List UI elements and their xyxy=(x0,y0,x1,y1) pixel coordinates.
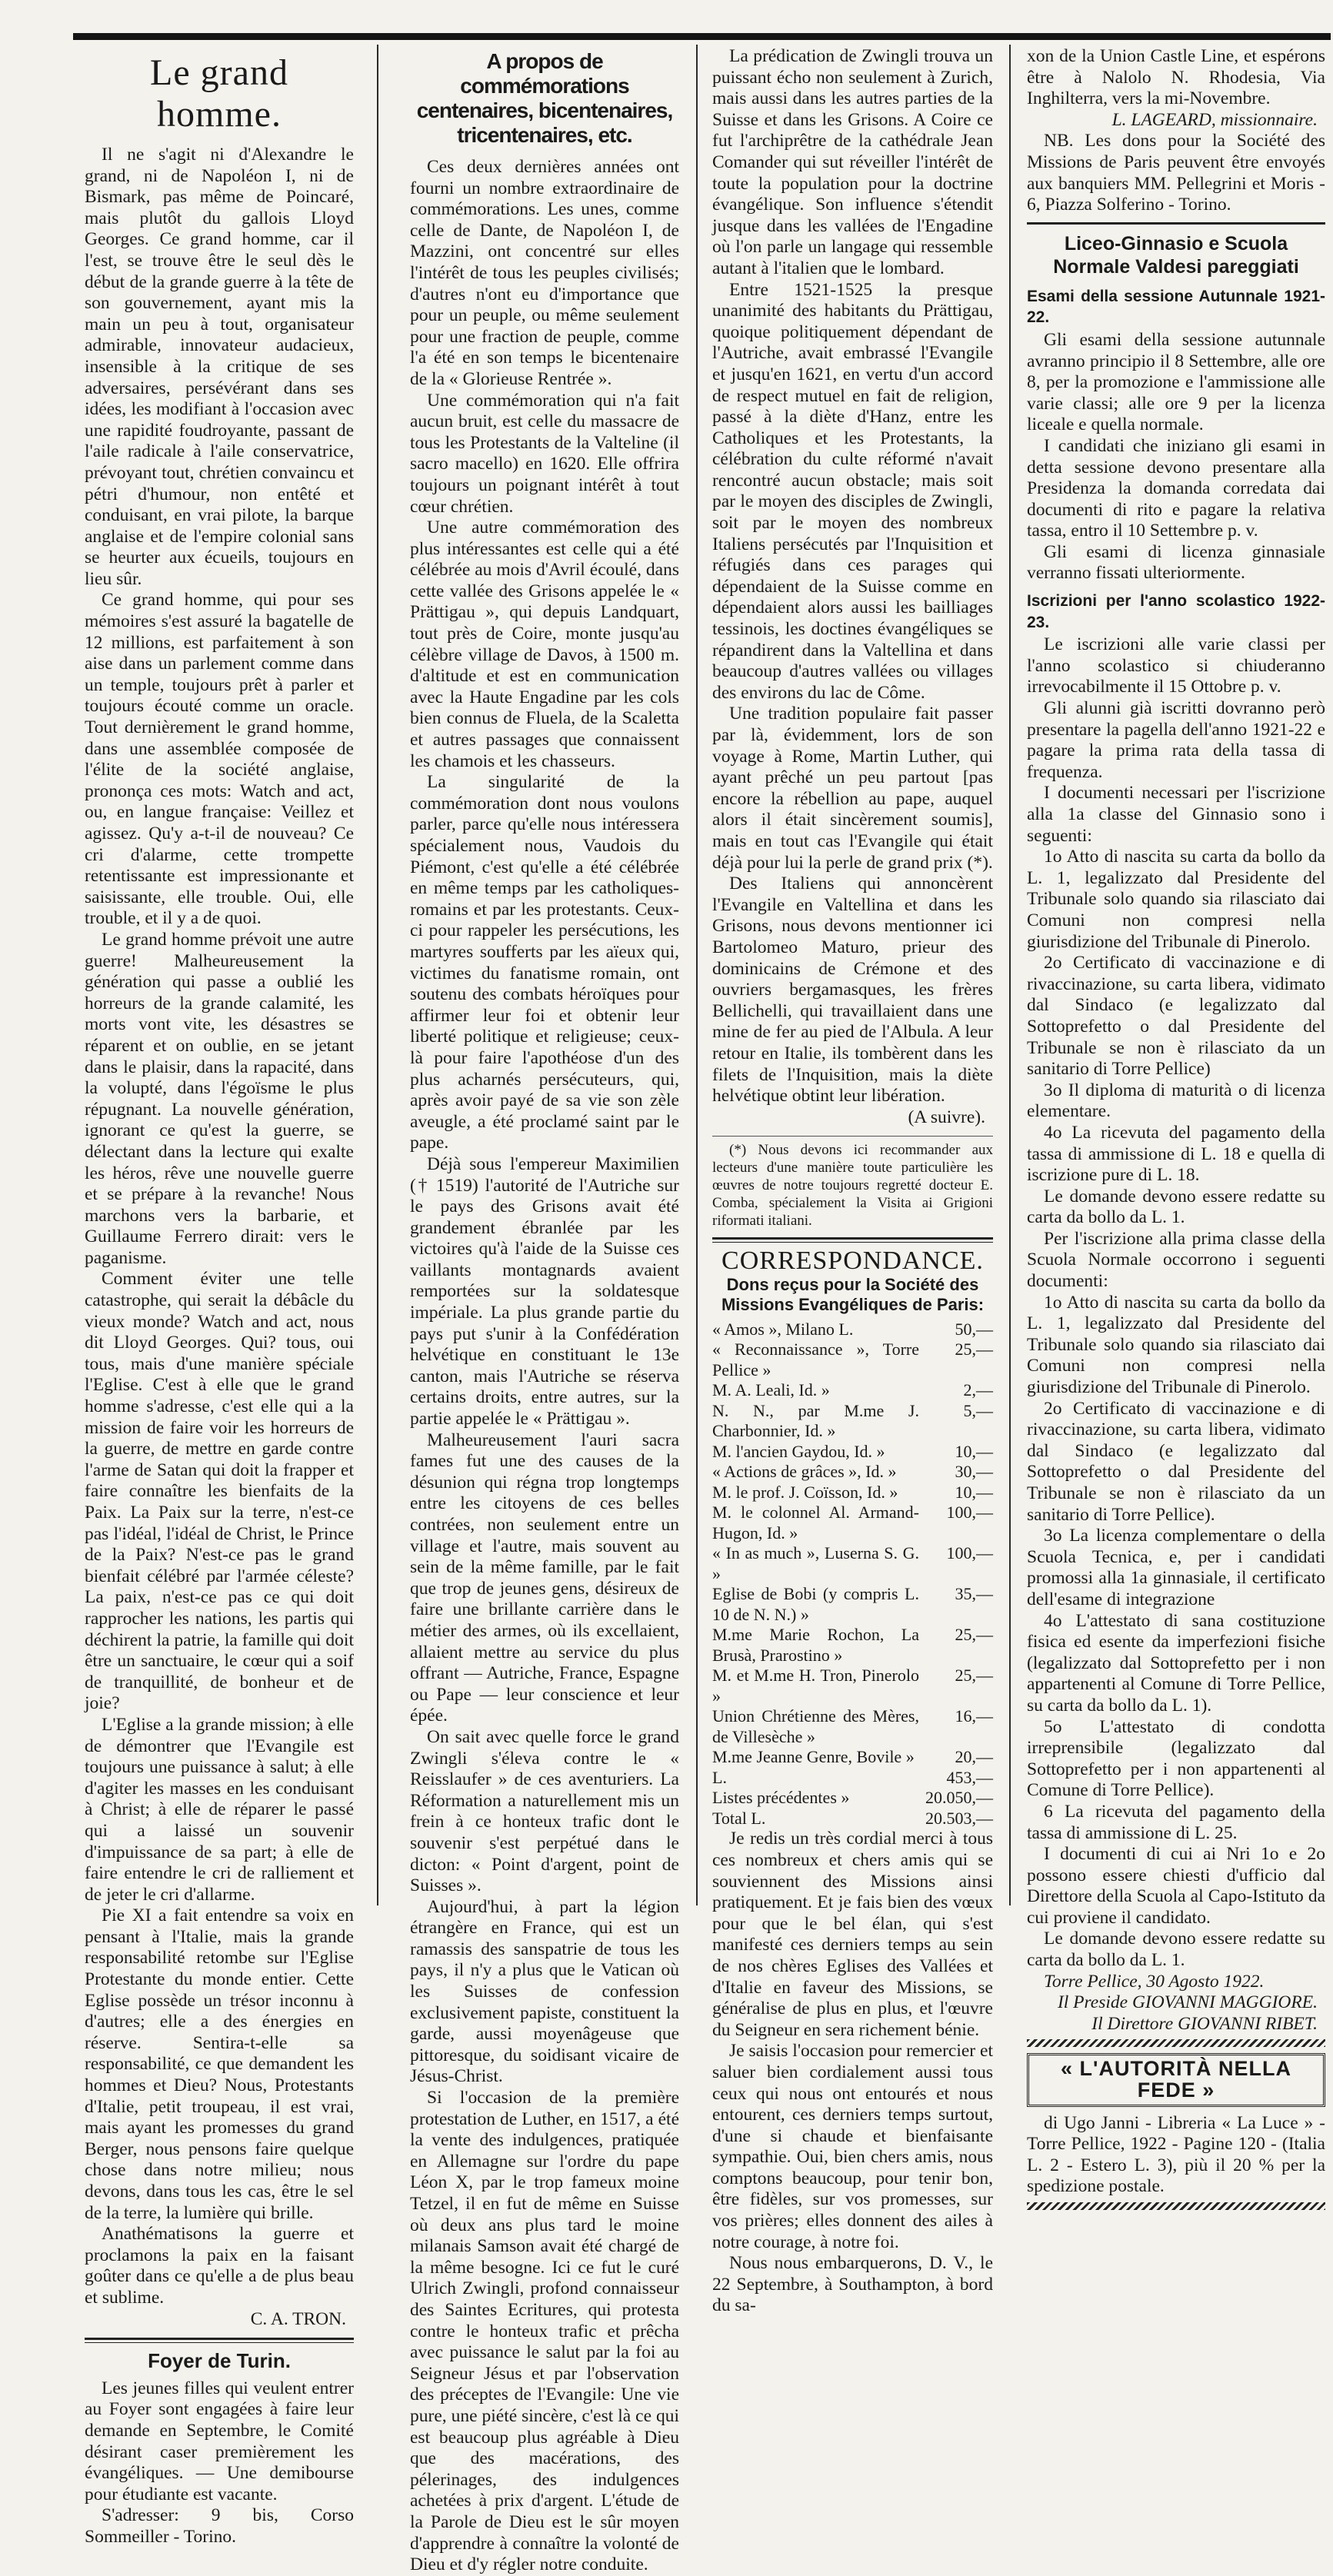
donor: M. le prof. J. Coïsson, Id. » xyxy=(712,1482,898,1502)
paragraph: I documenti necessari per l'iscrizione alla 1a classe del Ginnasio sono i seguenti: xyxy=(1027,783,1325,846)
paragraph: Pie XI a fait entendre sa voix en pensant à l'Italie, mais la grande responsabilité retombe sur l'Eglise Protestante du monde entier. Cette Eglise possède un trésor inconnu à d'autres; elle a des énergies en réserve. Sentira-t-elle sa responsabilité, ce que demandent les hommes et Dieu? Nous, Protestants d'Italie, petit troupeau, il est vrai, mais ayant les promesses du grand Berger, nous pensons faire quelque chose dans notre milieu; nous devons, dans tous les cas, être le sel de la terre, la lumière qui brille. xyxy=(85,1905,354,2223)
amount: 10,— xyxy=(955,1482,993,1502)
article-title: A propos de commémorations centenaires, bicentenaires, tricentenaires, etc. xyxy=(416,49,673,147)
donation-row xyxy=(712,1320,993,1340)
paragraph: 5o L'attestato di condotta irreprensibile (legalizzato dal Sottoprefetto per i non appartenenti al Comune di Torre Pellice). xyxy=(1027,1716,1325,1801)
article-title: Le grand homme. xyxy=(150,52,288,135)
donation-row xyxy=(712,1340,993,1380)
donation-row xyxy=(712,1442,993,1463)
donor: Total L. xyxy=(712,1808,766,1828)
top-rule xyxy=(73,33,1331,40)
donor: Eglise de Bobi (y compris L. 10 de N. N.) » xyxy=(712,1584,919,1624)
enrollment-list xyxy=(1027,634,1325,1971)
signature: Il Direttore GIOVANNI RIBET. xyxy=(1091,2013,1318,2034)
column-rule xyxy=(696,45,698,1905)
paragraph: Déjà sous l'empereur Maximilien († 1519) l'autorité de l'Autriche sur le pays des Grisons avait été grandement ébranlée par les victoires qu'à l'aide de la Suisse ces vaillants montagnards avaient remportées sur la soldatesque impériale. La plus grande partie du pays put s'unir à la Confédération helvétique en constituant le 13e canton, mais l'Autriche se réserva certains droits, entre autres, sur la partie appelée le « Prättigau ». xyxy=(410,1153,679,1429)
section-divider xyxy=(1027,222,1325,225)
article-body xyxy=(85,145,354,2309)
subsection-title: Iscrizioni per l'anno scolastico 1922-23. xyxy=(1027,592,1325,631)
paragraph: Malheureusement l'auri sacra fames fut une des causes de la désunion qui régna trop longtemps entre les citoyens de ces belles contrées, non seulement entre un village et l'autre, mais souvent au sein de la même famille, par le fait que trop de jeunes gens, désireux de faire une brillante carrière dans le métier des armes, où ils excellaient, allaient mettre au service du plus offrant — Autriche, France, Espagne ou Pape — leur conscience et leur épée. xyxy=(410,1429,679,1726)
paragraph: Ce grand homme, qui pour ses mémoires s'est assuré la bagatelle de 12 millions, est parfaitement à son aise dans un parlement comme dans un temple, toujours prêt à parler et toujours écouté comme un oracle. Tout dernièrement le grand homme, dans une assemblée composée de l'élite de la société anglaise, prononça ces mots: Watch and act, ou, en langue française: Veillez et agissez. Qu'y a-t-il de nouveau? Ce cri d'alarme, cette trompette retentissante est impressionante et saisissante, elle trouble. Oui, elle trouble, et il y a de quoi. xyxy=(85,590,354,929)
paragraph: Per l'iscrizione alla prima classe della Scuola Normale occorrono i seguenti documenti: xyxy=(1027,1228,1325,1292)
donor: Union Chrétienne des Mères, de Villesèche » xyxy=(712,1706,919,1746)
donation-row xyxy=(712,1584,993,1625)
donation-row xyxy=(712,1503,993,1543)
signature: Il Preside GIOVANNI MAGGIORE. xyxy=(1057,1992,1318,2013)
amount: 2,— xyxy=(963,1380,993,1400)
paragraph: Comment éviter une telle catastrophe, qui serait la débâcle du vieux monde? Watch and act, nous dit Lloyd Georges. Qui? tous, oui tous, mais d'une manière spéciale l'Eglise. C'est à elle que le grand homme s'adresse, c'est elle qui a la mission de faire voir les horreurs de la guerre, de mettre en garde contre l'arme de Satan qui doit la frapper et faire connaître les bienfaits de la Paix. La Paix sur la terre, n'est-ce pas l'idéal, l'idéal de Christ, le Prince de la Paix? N'est-ce pas le grand bienfait célébré par l'armée céleste? La paix, n'est-ce pas ce qui doit rapprocher les nations, les partis qui déchirent la patrie, la famille qui doit être un sanctuaire, le cœur qui a soif de tranquillité, de bonheur et de joie? xyxy=(85,1269,354,1714)
paragraph: 3o La licenza complementare o della Scuola Tecnica, e, per i candidati promossi alla 1a ginnasiale, il certificato dell'esame di integrazione xyxy=(1027,1526,1325,1609)
address: S'adresser: 9 bis, Corso Sommeiller - Torino. xyxy=(85,2505,354,2547)
column-4 xyxy=(1027,46,1325,2197)
amount: 453,— xyxy=(946,1767,993,1787)
paragraph: Anathématisons la guerre et proclamons la paix en la faisant goûter dans ce qu'elle a de plus beau et sublime. xyxy=(85,2224,354,2308)
section-divider xyxy=(712,1237,993,1243)
paragraph: La singularité de la commémoration dont nous voulons parler, parce qu'elle nous intéressera spécialement nous, Vaudois du Piémont, c'est qu'elle a été célébrée en même temps par les catholiques-romains et par les protestants. Ceux-ci pour rappeler les persécutions, les martyres soufferts par les aïeux qui, victimes du fanatisme romain, ont soutenu des combats héroïques pour affirmer leur foi et obtenir leur liberté politique et religieuse; ceux-là pour faire l'apothéose d'un des plus acharnés persécuteurs, qui, après avoir payé de sa vie son zèle aveugle, a été proclamé saint par le pape. xyxy=(410,772,679,1153)
donor: « In as much », Luserna S. G. » xyxy=(712,1543,919,1583)
donation-row xyxy=(712,1747,993,1768)
amount: 10,— xyxy=(955,1441,993,1461)
amount: 100,— xyxy=(946,1543,993,1563)
donation-row xyxy=(712,1543,993,1584)
paragraph: Gli esami della sessione autunnale avranno principio il 8 Settembre, alle ore 8, per la promozione e l'ammissione alle varie classi; alle ore 9 per la licenza liceale e quella normale. xyxy=(1027,329,1325,435)
paragraph: 2o Certificato di vaccinazione e di rivaccinazione, su carta libera, vidimato dal Sindaco (e legalizzato dal Sottoprefetto o dal Presidente del Tribunale se non è rilasciato da un sanitario di Torre Pellice) xyxy=(1027,953,1325,1080)
donor: L. xyxy=(712,1767,727,1787)
paragraph: NB. Les dons pour la Société des Missions de Paris peuvent être envoyés aux banquiers MM. Pellegrini et Moris - 6, Piazza Solferino - Torino. xyxy=(1027,131,1325,215)
section-divider xyxy=(85,2338,354,2343)
paragraph: Nous nous embarquerons, D. V., le 22 Septembre, à Southampton, à bord du sa- xyxy=(712,2253,993,2316)
signature: L. LAGEARD, missionnaire. xyxy=(1111,109,1318,130)
amount: 5,— xyxy=(963,1400,993,1420)
paragraph: 3o Il diploma di maturità o di licenza elementare. xyxy=(1027,1080,1325,1122)
donor: « Actions de grâces », Id. » xyxy=(712,1462,897,1482)
ornament xyxy=(1027,2202,1325,2210)
paragraph: Une tradition populaire fait passer par là, évidemment, lors de son voyage à Rome, Martin Luther, qui ayant prêché un peu partout [pas encore la rébellion au pape, auquel alors il était sincèrement soumis], mais en tout cas l'Evangile qui était déjà pour lui la perle de grand prix (*). xyxy=(712,704,993,873)
footnote xyxy=(712,1136,993,1230)
paragraph: Le iscrizioni alle varie classi per l'anno scolastico si chiuderanno irrevocabilmente il 15 Ottobre p. v. xyxy=(1027,634,1325,697)
amount: 100,— xyxy=(946,1503,993,1523)
section-title: CORRESPONDANCE. xyxy=(721,1246,984,1276)
paragraph: La prédication de Zwingli trouva un puissant écho non seulement à Zurich, mais aussi dans les autres parties de la Suisse et dans les Grisons. A Coire ce fut l'archiprêtre de la cathédrale Jean Comander qui sut réveiller l'intérêt de toute la population pour la doctrine évangélique. Son influence s'étendit jusque dans les vallées de l'Engadine où l'on parle un langage qui ressemble autant à l'italien que le lombard. xyxy=(712,46,993,278)
section-title: Liceo-Ginnasio e Scuola Normale Valdesi pareggiati xyxy=(1053,232,1299,278)
footnote-text: (*) Nous devons ici recommander aux lecteurs d'une manière toute particulière les œuvres de notre toujours regretté docteur E. Comba, spécialement la Visita ai Grigioni riformati italiani. xyxy=(712,1142,993,1230)
column-rule xyxy=(1009,45,1011,1905)
amount: 25,— xyxy=(955,1625,993,1645)
donor: M.me Jeanne Genre, Bovile » xyxy=(712,1747,915,1767)
paragraph: Je saisis l'occasion pour remercier et saluer bien cordialement aussi tous ceux qui nous ont entourés et nous entourent, ces derniers temps surtout, d'une si chaude et bienfaisante sympathie. Oui, bien chers amis, nous comptons beaucoup, pour tenir bon, être fidèles, sur vos promesses, sur vos prières; elles donnent des ailes à notre courage, à notre foi. xyxy=(712,2041,993,2252)
section-title: Foyer de Turin. xyxy=(148,2349,291,2373)
ornament xyxy=(1027,2039,1325,2047)
paragraph: I candidati che iniziano gli esami in detta sessione devono presentare alla Presidenza la domanda corredata dai documenti di rito e pagare la relativa tassa, entro il 10 Settembre p. v. xyxy=(1027,435,1325,541)
paragraph: Je redis un très cordial merci à tous ces nombreux et chers amis qui se souviennent des Missions ainsi pratiquement. Et je fais bien des vœux pour que le bel élan, qui s'est manifesté ces derniers temps au sein de nos chères Eglises des Vallées et d'Italie en faveur des Missions, se généralise de plus en plus, et l'œuvre du Seigneur en sera richement bénie. xyxy=(712,1829,993,2040)
signature: C. A. TRON. xyxy=(250,2308,346,2329)
paragraph: Si l'occasion de la première protestation de Luther, en 1517, a été la vente des indulgences, pratiquée en Allemagne sur l'ordre du pape Léon X, par le trop fameux moine Tetzel, il en fut de même en Suisse où deux ans plus tard le moine milanais Samson avait été chargé de la même besogne. Ici ce fut le curé Ulrich Zwingli, profond connaisseur des Saintes Ecritures, qui protesta contre le honteux trafic et prêcha avec puissance le salut par la foi au Seigneur Jésus et par l'observation des préceptes de l'Evangile: Une vie pure, une piété sincère, c'est là ce qui est beaucoup plus agréable à Dieu que des macérations, des pélerinages, des indulgences achetées à prix d'argent. L'étude de la Parole de Dieu est le sûr moyen d'apprendre à connaître la volonté de Dieu et d'y régler notre conduite. xyxy=(410,2088,679,2575)
column-1 xyxy=(85,46,354,2547)
amount: 25,— xyxy=(955,1666,993,1686)
donor: M. l'ancien Gaydou, Id. » xyxy=(712,1441,885,1461)
donor: Listes précédentes » xyxy=(712,1788,850,1808)
donation-row xyxy=(712,1483,993,1503)
paragraph: 1o Atto di nascita su carta da bollo da L. 1, legalizzato dal Presidente del Tribunale solo quando sia rilasciato dai Comuni non compresi nella giurisdizione del Tribunale di Pinerolo. xyxy=(1027,1292,1325,1398)
amount: 16,— xyxy=(955,1706,993,1726)
amount: 20,— xyxy=(955,1747,993,1767)
book-notice: di Ugo Janni - Libreria « La Luce » - Torre Pellice, 1922 - Pagine 120 - (Italia L. 2 - Estero L. 3), più il 20 % per la spedizione postale. xyxy=(1027,2112,1325,2197)
donation-row xyxy=(712,1788,993,1809)
amount: 25,— xyxy=(955,1340,993,1360)
paragraph: Les jeunes filles qui veulent entrer au Foyer sont engagées à faire leur demande en Septembre, le Comité désirant caser premièrement les évangéliques. — Une demibourse pour étudiante est vacante. xyxy=(85,2378,354,2504)
paragraph: Le grand homme prévoit une autre guerre! Malheureusement la génération qui passe a oublié les horreurs de la grande calamité, les morts vont vite, les désastres se réparent et on oublie, en se jetant dans le plaisir, dans la rapacité, dans la volupté, dans l'égoïsme le plus répugnant. La nouvelle génération, ignorant ce qu'est la guerre, se délectant dans la lecture qui exalte les héros, rêve une nouvelle guerre et se prépare à la revanche! Nous marchons vers la barbarie, et Guillaume Ferrero dirait: vers le paganisme. xyxy=(85,929,354,1268)
paragraph: 4o La ricevuta del pagamento della tassa di ammissione di L. 18 e quella di iscrizione pure di L. 18. xyxy=(1027,1122,1325,1186)
paragraph: Le domande devono essere redatte su carta da bollo da L. 1. xyxy=(1027,1929,1325,1971)
donor: M. le colonnel Al. Armand-Hugon, Id. » xyxy=(712,1503,919,1543)
paragraph: 2o Certificato di vaccinazione e di rivaccinazione, su carta libera, vidimato dal Sindaco (e legalizzato dal Sottoprefetto o dal Presidente del Tribunale se non è rilasciato da un sanitario di Torre Pellice). xyxy=(1027,1398,1325,1525)
paragraph: Le domande devono essere redatte su carta da bollo da L. 1. xyxy=(1027,1186,1325,1228)
column-2 xyxy=(410,46,679,2575)
donation-row xyxy=(712,1809,993,1829)
donor: N. N., par M.me J. Charbonnier, Id. » xyxy=(712,1400,919,1441)
donation-row xyxy=(712,1462,993,1483)
paragraph: xon de la Union Castle Line, et espérons être à Nalolo N. Rhodesia, Via Inghilterra, vers la mi-Novembre. xyxy=(1027,46,1325,109)
paragraph: Gli esami di licenza ginnasiale verranno fissati ulteriormente. xyxy=(1027,541,1325,584)
donor: « Amos », Milano L. xyxy=(712,1319,854,1339)
donation-row xyxy=(712,1666,993,1706)
donor: M.me Marie Rochon, La Brusà, Prarostino » xyxy=(712,1625,919,1665)
book-title: « L'AUTORITÀ NELLA FEDE » xyxy=(1027,2053,1325,2106)
paragraph: Il ne s'agit ni d'Alexandre le grand, ni de Napoléon I, ni de Bismark, pas même de Poincaré, mais plutôt du gallois Lloyd Georges. Ce grand homme, car il l'est, se trouve être le seul dès le début de la grande guerre à la tête de son gouvernement, ayant mis la main un peu à tout, organisateur admirable, innovateur audacieux, insensible à la critique de ses adversaires, persévérant dans ses idées, les modifiant à l'occasion avec une rapidité foudroyante, passant de l'aile radicale à l'aile conservatrice, prévoyant tout, chrétien convaincu et pétri d'humour, non entêté et conduisant, en vrai pilote, la barque anglaise et de l'empire colonial sans se heurter aux écueils, toujours en lieu sûr. xyxy=(85,145,354,589)
donation-row xyxy=(712,1401,993,1442)
paragraph: 6 La ricevuta del pagamento della tassa di ammissione di L. 25. xyxy=(1027,1801,1325,1843)
donation-row xyxy=(712,1706,993,1747)
paragraph: Aujourd'hui, à part la légion étrangère en France, qui est un ramassis des sanspatrie de tous les pays, il n'y a plus que le Vatican où les Suisses de confession exclusivement papiste, constituent la garde, aussi moyenâgeuse que pittoresque, du soidisant vicaire de Jésus-Christ. xyxy=(410,1896,679,2087)
paragraph: L'Eglise a la grande mission; à elle de démontrer que l'Evangile est toujours une puissance à salut; à elle d'agiter les masses en les conduisant à Christ; à elle de réparer le passé qui a laissé un souvenir d'impuissance de sa part; à elle de faire entendre le cri de ralliement et de jeter le cri d'allarme. xyxy=(85,1714,354,1905)
donor: M. A. Leali, Id. » xyxy=(712,1380,830,1400)
donor: « Reconnaissance », Torre Pellice » xyxy=(712,1340,919,1380)
donations-list xyxy=(712,1320,993,1829)
section-subtitle: Dons reçus pour la Société des Missions Evangéliques de Paris: xyxy=(721,1274,985,1314)
paragraph: Entre 1521-1525 la presque unanimité des habitants du Prättigau, quoique politiquement dépendant de l'Autriche, avait embrassé l'Evangile et jusqu'en 1621, en vertu d'un accord de respect mutuel en fait de religion, passé à la diète d'Hanz, entre les Catholiques et les Protestants, la célébration du culte réformé n'avait rencontré aucun obstacle; mais soit par le moyen des disciples de Zwingli, soit par le moyen des nombreux Italiens persécutés par l'Inquisition et réfugiés dans ces parages qui dépendaient de la Suisse comme en dépendaient alors aussi les bailliages tessinois, les doctines évangéliques se répandirent dans la Valtellina et dans beaucoup d'autres vallées ou villages des environs du lac de Côme. xyxy=(712,279,993,703)
paragraph: Une commémoration qui n'a fait aucun bruit, est celle du massacre de tous les Protestants de la Valteline (il sacro macello) en 1620. Elle offrira toujours un poignant intérêt à tout cœur chrétien. xyxy=(410,390,679,517)
donor: M. et M.me H. Tron, Pinerolo » xyxy=(712,1666,919,1706)
to-be-continued: (A suivre). xyxy=(908,1107,985,1127)
paragraph: Une autre commémoration des plus intéressantes est celle qui a été célébrée au mois d'Avril écoulé, dans cette vallée des Grisons appelée le « Prättigau », qui depuis Landquart, tout près de Coire, monte jusqu'au célèbre village de Davos, à 1500 m. d'altitude et est en communication avec la Haute Engadine par les cols bien connus de Fluela, de la Scaletta et autres passages que connaissent les chamois et les chasseurs. xyxy=(410,518,679,771)
paragraph: 4o L'attestato di sana costituzione fisica ed esente da imperfezioni fisiche (legalizzato dal Sottoprefetto per i non appartenenti al Comune di Torre Pellice, su carta da bollo da L. 1). xyxy=(1027,1610,1325,1716)
paragraph: Ces deux dernières années ont fourni un nombre extraordinaire de commémorations. Les unes, comme celle de Dante, de Napoléon I, de Mazzini, ont concentré sur elles l'intérêt de tous les peuples civilisés; d'autres n'ont eu d'importance que pour un peuple, ou même seulement pour une fraction de peuple, comme l'a été en son temps le bicentenaire de la « Glorieuse Rentrée ». xyxy=(410,157,679,389)
amount: 50,— xyxy=(955,1319,993,1339)
paragraph: On sait avec quelle force le grand Zwingli s'éleva contre le « Reisslaufer » de ces aventuriers. La Réformation a naturellement mis un frein à ce honteux trafic dont le souvenir s'est perpétué dans le dicton: « Point d'argent, point de Suisses ». xyxy=(410,1726,679,1896)
date-line: Torre Pellice, 30 Agosto 1922. xyxy=(1044,1971,1265,1992)
amount: 20.050,— xyxy=(925,1788,993,1808)
amount: 20.503,— xyxy=(925,1808,993,1828)
amount: 30,— xyxy=(955,1462,993,1482)
donation-row xyxy=(712,1380,993,1401)
paragraph: 1o Atto di nascita su carta da bollo da L. 1, legalizzato dal Presidente del Tribunale solo quando sia rilasciato dai Comuni non compresi nella giurisdizione del Tribunale di Pinerolo. xyxy=(1027,847,1325,952)
paragraph: Des Italiens qui annoncèrent l'Evangile en Valtellina et dans les Grisons, nous devons mentionner ici Bartolomeo Maturo, prieur des dominicains de Crémone et des ouvriers bergamasques, les frères Bellichelli, qui travaillaient dans une mine de fer au pied de l'Albula. A leur retour en Italie, ils tombèrent dans les filets de l'Inquisition, mais la diète helvétique obtint leur libération. xyxy=(712,874,993,1107)
donation-row xyxy=(712,1625,993,1666)
column-3 xyxy=(712,46,993,2316)
column-rule xyxy=(377,45,378,1905)
paragraph: Gli alunni già iscritti dovranno però presentare la pagella dell'anno 1921-22 e pagare la prima rata della tassa di frequenza. xyxy=(1027,698,1325,782)
paragraph: I documenti di cui ai Nri 1o e 2o possono essere chiesti d'ufficio dal Direttore della Scuola al Capo-Istituto da cui proviene il candidato. xyxy=(1027,1844,1325,1928)
donation-row xyxy=(712,1768,993,1789)
amount: 35,— xyxy=(955,1584,993,1604)
subsection-title: Esami della sessione Autunnale 1921-22. xyxy=(1027,287,1325,327)
